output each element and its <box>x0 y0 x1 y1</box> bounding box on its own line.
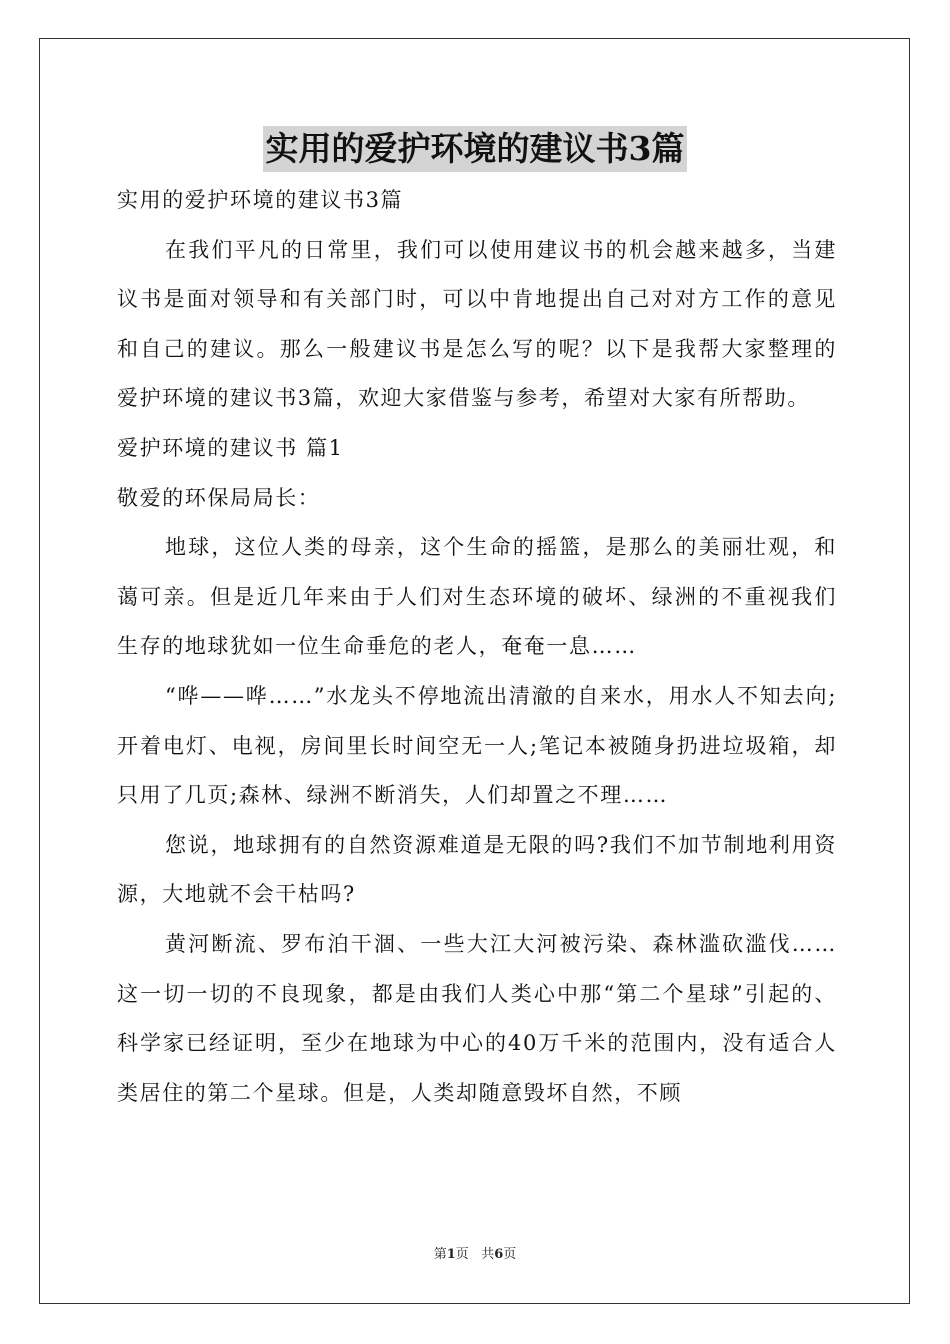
paragraph: 在我们平凡的日常里，我们可以使用建议书的机会越来越多，当建议书是面对领导和有关部门时，可以中肯地提出自己对对方工作的意见和自己的建议。那么一般建议书是怎么写的呢？以下是我帮大家整理的爱护环境的建议书3篇，欢迎大家借鉴与参考，希望对大家有所帮助。 <box>117 237 837 411</box>
page-footer <box>0 1243 950 1262</box>
section-heading: 爱护环境的建议书 篇1 <box>117 435 344 460</box>
total-label-suffix: 页 <box>503 1247 517 1262</box>
paragraph: 地球，这位人类的母亲，这个生命的摇篮，是那么的美丽壮观，和蔼可亲。但是近几年来由于人们对生态环境的破坏、绿洲的不重视我们生存的地球犹如一位生命垂危的老人，奄奄一息…… <box>117 535 837 659</box>
page-label-suffix: 页 <box>455 1247 469 1262</box>
page-number: 1 <box>446 1247 456 1262</box>
total-pages: 6 <box>494 1247 504 1262</box>
paragraph: “哗——哗……”水龙头不停地流出清澈的自来水，用水人不知去向;开着电灯、电视，房间里长时间空无一人;笔记本被随身扔进垃圾箱，却只用了几页;森林、绿洲不断消失，人们却置之不理…… <box>117 683 837 808</box>
paragraph: 您说，地球拥有的自然资源难道是无限的吗?我们不加节制地利用资源，大地就不会干枯吗? <box>117 832 837 907</box>
paragraph: 实用的爱护环境的建议书3篇 <box>117 188 404 212</box>
salutation: 敬爱的环保局局长： <box>117 485 321 510</box>
paragraph: 黄河断流、罗布泊干涸、一些大江大河被污染、森林滥砍滥伐……这一切一切的不良现象，都是由我们人类心中那“第二个星球”引起的、科学家已经证明，至少在地球为中心的40万千米的范围内，没有适合人类居住的第二个星球。但是，人类却随意毁坏自然，不顾 <box>117 931 837 1105</box>
title-container <box>0 126 950 172</box>
total-label-prefix: 共 <box>481 1247 495 1262</box>
document-title: 实用的爱护环境的建议书3篇 <box>263 126 688 172</box>
page-label-prefix: 第 <box>433 1247 447 1262</box>
document-body <box>117 176 837 1118</box>
